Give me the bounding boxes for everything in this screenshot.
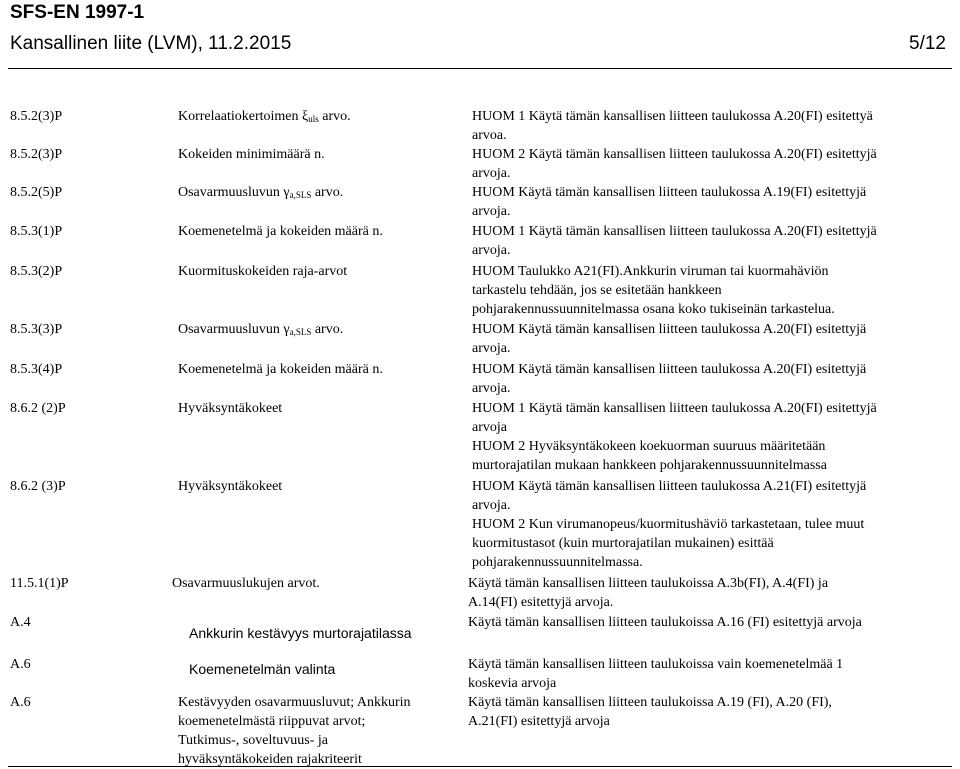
document-title: SFS-EN 1997-1 bbox=[10, 2, 145, 23]
guidance-text: HUOM Käytä tämän kansallisen liitteen taulukossa A.19(FI) esitettyjä arvoja. bbox=[472, 185, 867, 219]
guidance-text: Käytä tämän kansallisen liitteen taulukoissa A.3b(FI), A.4(FI) ja A.14(FI) esitettyjä arvoja. bbox=[468, 576, 829, 610]
parameter-label: Koemenetelmä ja kokeiden määrä n. bbox=[178, 224, 383, 239]
parameter-label: Osavarmuuslukujen arvot. bbox=[172, 576, 320, 591]
guidance-text: HUOM 1 Käytä tämän kansallisen liitteen taulukossa A.20(FI) esitettyjä arvoja. bbox=[472, 224, 877, 258]
clause-number: A.4 bbox=[10, 615, 31, 630]
guidance-text: HUOM 2 Käytä tämän kansallisen liitteen taulukossa A.20(FI) esitettyjä arvoja. bbox=[472, 147, 877, 181]
parameter-label: Osavarmuusluvun $\gamma_{a,SLS}$ arvo. bbox=[178, 185, 344, 200]
guidance-text: HUOM Käytä tämän kansallisen liitteen taulukossa A.21(FI) esitettyjä arvoja. HUOM 2 Kun virumanopeus/kuormitushäviö tarkastetaan, tulee muut kuormitustasot (kuin murtorajatilan mukainen) esittää pohjarakennussuunnitelmassa. bbox=[472, 479, 867, 570]
clause-number: 8.5.2(5)P bbox=[10, 185, 63, 200]
guidance-text: HUOM Käytä tämän kansallisen liitteen taulukossa A.20(FI) esitettyjä arvoja. bbox=[472, 322, 867, 356]
clause-number: 8.5.3(3)P bbox=[10, 322, 63, 337]
guidance-text: Käytä tämän kansallisen liitteen taulukoissa A.19 (FI), A.20 (FI), A.21(FI) esitettyjä arvoja bbox=[468, 695, 832, 729]
clause-number: A.6 bbox=[10, 657, 31, 672]
clause-number: 8.5.2(3)P bbox=[10, 147, 63, 162]
parameter-label: Ankkurin kestävyys murtorajatilassa bbox=[189, 625, 412, 641]
parameter-label: Kestävyyden osavarmuusluvut; Ankkurin koemenetelmästä riippuvat arvot; Tutkimus-, soveltuvuus- ja hyväksyntäkokeiden rajakriteerit bbox=[178, 695, 411, 767]
page-number: 5/12 bbox=[909, 33, 946, 54]
parameter-label: Kokeiden minimimäärä n. bbox=[178, 147, 325, 162]
parameter-label: Osavarmuusluvun $\gamma_{a,SLS}$ arvo. bbox=[178, 322, 344, 337]
parameter-label: Hyväksyntäkokeet bbox=[178, 479, 283, 494]
guidance-text: Käytä tämän kansallisen liitteen taulukoissa vain koemenetelmää 1 koskevia arvoja bbox=[468, 657, 844, 691]
header-divider bbox=[8, 68, 952, 69]
clause-number: 8.6.2 (2)P bbox=[10, 401, 66, 416]
clause-number: 8.6.2 (3)P bbox=[10, 479, 66, 494]
guidance-text: HUOM 1 Käytä tämän kansallisen liitteen taulukossa A.20(FI) esitettyä arvoa. bbox=[472, 109, 873, 143]
clause-number: 8.5.2(3)P bbox=[10, 109, 63, 124]
clause-number: 11.5.1(1)P bbox=[10, 576, 69, 591]
clause-number: A.6 bbox=[10, 695, 31, 710]
guidance-text: HUOM Taulukko A21(FI).Ankkurin viruman tai kuormahäviön tarkastelu tehdään, jos se esitetään hankkeen pohjarakennussuunnitelmassa osana koko tukiseinän tarkastelua. bbox=[472, 264, 835, 317]
clause-number: 8.5.3(1)P bbox=[10, 224, 63, 239]
guidance-text: Käytä tämän kansallisen liitteen taulukoissa A.16 (FI) esitettyjä arvoja bbox=[468, 615, 862, 630]
document-subtitle: Kansallinen liite (LVM), 11.2.2015 bbox=[10, 33, 292, 54]
parameter-label: Kuormituskokeiden raja-arvot bbox=[178, 264, 348, 279]
parameter-label: Hyväksyntäkokeet bbox=[178, 401, 283, 416]
clause-number: 8.5.3(2)P bbox=[10, 264, 63, 279]
clause-number: 8.5.3(4)P bbox=[10, 362, 63, 377]
guidance-text: HUOM Käytä tämän kansallisen liitteen taulukossa A.20(FI) esitettyjä arvoja. bbox=[472, 362, 867, 396]
parameter-label: Koemenetelmän valinta bbox=[189, 661, 336, 677]
parameter-label: Koemenetelmä ja kokeiden määrä n. bbox=[178, 362, 383, 377]
parameter-label: Korrelaatiokertoimen $\xi_{uls}$ arvo. bbox=[178, 109, 351, 124]
bottom-divider bbox=[8, 766, 952, 767]
guidance-text: HUOM 1 Käytä tämän kansallisen liitteen taulukossa A.20(FI) esitettyjä arvoja HUOM 2 Hyväksyntäkokeen koekuorman suuruus määritetään murtorajatilan mukaan hankkeen pohjarakennussuunnitelmassa bbox=[472, 401, 877, 473]
